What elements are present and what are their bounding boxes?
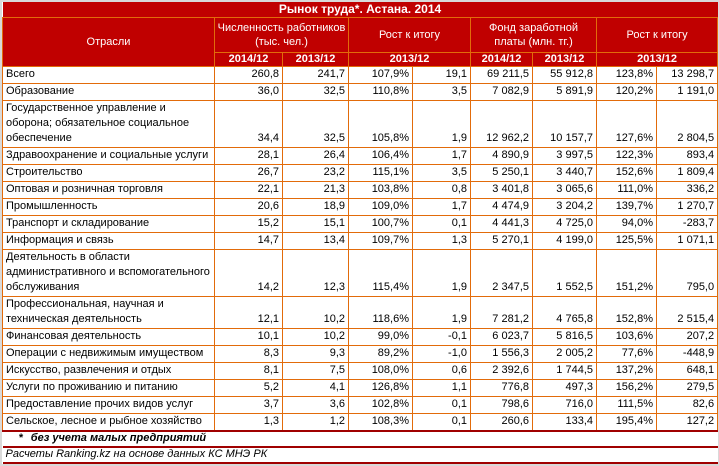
col-group-growth-payroll: Рост к итогу — [597, 18, 718, 53]
cell-value: 55 912,8 — [533, 67, 597, 84]
cell-value: 1,2 — [283, 414, 349, 432]
cell-value: 18,9 — [283, 199, 349, 216]
table-row — [3, 165, 718, 182]
cell-value: 795,0 — [657, 250, 718, 297]
cell-value: 0,1 — [413, 397, 471, 414]
cell-value: 1,1 — [413, 380, 471, 397]
cell-value: 28,1 — [215, 148, 283, 165]
cell-value: 152,6% — [597, 165, 657, 182]
cell-value: 1 071,1 — [657, 233, 718, 250]
cell-value: 3 401,8 — [471, 182, 533, 199]
industry-label: Операции с недвижимым имуществом — [3, 346, 215, 363]
cell-value: 99,0% — [349, 329, 413, 346]
period-growth-payroll: 2013/12 — [597, 53, 718, 67]
cell-value: 109,0% — [349, 199, 413, 216]
period-payroll-2013: 2013/12 — [533, 53, 597, 67]
cell-value: 3 997,5 — [533, 148, 597, 165]
cell-value: 108,0% — [349, 363, 413, 380]
cell-value: 151,2% — [597, 250, 657, 297]
cell-value: 3,6 — [283, 397, 349, 414]
cell-value: 152,8% — [597, 297, 657, 329]
industry-label: Сельское, лесное и рыбное хозяйство — [3, 414, 215, 432]
cell-value: 10,1 — [215, 329, 283, 346]
cell-value: 260,6 — [471, 414, 533, 432]
cell-value: 34,4 — [215, 101, 283, 148]
cell-value: 6 023,7 — [471, 329, 533, 346]
cell-value: 118,6% — [349, 297, 413, 329]
cell-value: 139,7% — [597, 199, 657, 216]
cell-value: 1,9 — [413, 101, 471, 148]
cell-value: 137,2% — [597, 363, 657, 380]
industry-label: Профессиональная, научная и техническая деятельность — [3, 297, 215, 329]
cell-value: 94,0% — [597, 216, 657, 233]
cell-value: 7 082,9 — [471, 84, 533, 101]
cell-value: 13 298,7 — [657, 67, 718, 84]
cell-value: 3,5 — [413, 165, 471, 182]
cell-value: 126,8% — [349, 380, 413, 397]
period-headcount-2013: 2013/12 — [283, 53, 349, 67]
period-headcount-2014: 2014/12 — [215, 53, 283, 67]
cell-value: 2 392,6 — [471, 363, 533, 380]
industry-label: Промышленность — [3, 199, 215, 216]
col-group-payroll: Фонд заработной платы (млн. тг.) — [471, 18, 597, 53]
industry-label: Оптовая и розничная торговля — [3, 182, 215, 199]
cell-value: 5 270,1 — [471, 233, 533, 250]
cell-value: 648,1 — [657, 363, 718, 380]
cell-value: 1 191,0 — [657, 84, 718, 101]
source-row — [3, 447, 718, 463]
cell-value: 32,5 — [283, 101, 349, 148]
cell-value: 260,8 — [215, 67, 283, 84]
cell-value: 103,8% — [349, 182, 413, 199]
cell-value: 7 281,2 — [471, 297, 533, 329]
table-row — [3, 250, 718, 297]
cell-value: 19,1 — [413, 67, 471, 84]
cell-value: 798,6 — [471, 397, 533, 414]
period-growth-headcount: 2013/12 — [349, 53, 471, 67]
cell-value: 32,5 — [283, 84, 349, 101]
cell-value: 1,9 — [413, 250, 471, 297]
cell-value: 36,0 — [215, 84, 283, 101]
cell-value: 12,3 — [283, 250, 349, 297]
title-row — [3, 2, 718, 18]
cell-value: 1,9 — [413, 297, 471, 329]
cell-value: 1,3 — [413, 233, 471, 250]
industry-label: Услуги по проживанию и питанию — [3, 380, 215, 397]
industry-label: Предоставление прочих видов услуг — [3, 397, 215, 414]
cell-value: 8,1 — [215, 363, 283, 380]
cell-value: 893,4 — [657, 148, 718, 165]
cell-value: 120,2% — [597, 84, 657, 101]
cell-value: 111,5% — [597, 397, 657, 414]
cell-value: 336,2 — [657, 182, 718, 199]
cell-value: 12 962,2 — [471, 101, 533, 148]
cell-value: 7,5 — [283, 363, 349, 380]
cell-value: 2 804,5 — [657, 101, 718, 148]
cell-value: 108,3% — [349, 414, 413, 432]
footnote-marker: * — [18, 432, 23, 444]
table-row — [3, 363, 718, 380]
cell-value: 23,2 — [283, 165, 349, 182]
cell-value: 15,1 — [283, 216, 349, 233]
cell-value: 5 250,1 — [471, 165, 533, 182]
cell-value: 0,1 — [413, 414, 471, 432]
cell-value: 4 765,8 — [533, 297, 597, 329]
source-text: Расчеты Ranking.kz на основе данных КС МНЭ РК — [3, 447, 718, 463]
cell-value: 5 816,5 — [533, 329, 597, 346]
cell-value: -1,0 — [413, 346, 471, 363]
cell-value: 241,7 — [283, 67, 349, 84]
cell-value: 3 204,2 — [533, 199, 597, 216]
cell-value: 2 005,2 — [533, 346, 597, 363]
cell-value: 22,1 — [215, 182, 283, 199]
footnote-row — [3, 431, 718, 447]
industry-label: Образование — [3, 84, 215, 101]
table-row — [3, 380, 718, 397]
cell-value: 15,2 — [215, 216, 283, 233]
cell-value: 125,5% — [597, 233, 657, 250]
table-title: Рынок труда*. Астана. 2014 — [3, 2, 718, 18]
cell-value: 115,4% — [349, 250, 413, 297]
industry-label: Информация и связь — [3, 233, 215, 250]
col-header-industries: Отрасли — [3, 18, 215, 67]
cell-value: 110,8% — [349, 84, 413, 101]
cell-value: 1 809,4 — [657, 165, 718, 182]
cell-value: -0,1 — [413, 329, 471, 346]
cell-value: 3 440,7 — [533, 165, 597, 182]
cell-value: 69 211,5 — [471, 67, 533, 84]
industry-label: Всего — [3, 67, 215, 84]
industry-label: Деятельность в области административного и вспомогательного обслуживания — [3, 250, 215, 297]
cell-value: 123,8% — [597, 67, 657, 84]
table-row — [3, 346, 718, 363]
cell-value: 13,4 — [283, 233, 349, 250]
cell-value: 77,6% — [597, 346, 657, 363]
footnote-text: без учета малых предприятий — [30, 432, 207, 444]
col-group-growth-headcount: Рост к итогу — [349, 18, 471, 53]
cell-value: 0,1 — [413, 216, 471, 233]
cell-value: 105,8% — [349, 101, 413, 148]
cell-value: 2 515,4 — [657, 297, 718, 329]
table-row — [3, 84, 718, 101]
labor-market-table — [2, 2, 718, 464]
cell-value: 4 890,9 — [471, 148, 533, 165]
cell-value: 4 474,9 — [471, 199, 533, 216]
cell-value: 21,3 — [283, 182, 349, 199]
cell-value: 1,7 — [413, 148, 471, 165]
cell-value: 133,4 — [533, 414, 597, 432]
cell-value: 20,6 — [215, 199, 283, 216]
cell-value: 1 552,5 — [533, 250, 597, 297]
cell-value: 0,8 — [413, 182, 471, 199]
footnote — [3, 431, 718, 447]
cell-value: 1 744,5 — [533, 363, 597, 380]
table-row — [3, 182, 718, 199]
industry-label: Транспорт и складирование — [3, 216, 215, 233]
cell-value: 195,4% — [597, 414, 657, 432]
cell-value: 107,9% — [349, 67, 413, 84]
cell-value: 14,2 — [215, 250, 283, 297]
cell-value: 102,8% — [349, 397, 413, 414]
table-row — [3, 101, 718, 148]
table-row — [3, 414, 718, 432]
cell-value: 3,7 — [215, 397, 283, 414]
industry-label: Здравоохранение и социальные услуги — [3, 148, 215, 165]
cell-value: 2 347,5 — [471, 250, 533, 297]
cell-value: 4 199,0 — [533, 233, 597, 250]
table-row — [3, 199, 718, 216]
industry-label: Государственное управление и оборона; обязательное социальное обеспечение — [3, 101, 215, 148]
cell-value: 10,2 — [283, 329, 349, 346]
industry-label: Строительство — [3, 165, 215, 182]
cell-value: 1 270,7 — [657, 199, 718, 216]
cell-value: 100,7% — [349, 216, 413, 233]
cell-value: 103,6% — [597, 329, 657, 346]
cell-value: 156,2% — [597, 380, 657, 397]
cell-value: 4,1 — [283, 380, 349, 397]
table-row — [3, 397, 718, 414]
cell-value: 127,6% — [597, 101, 657, 148]
cell-value: 1,3 — [215, 414, 283, 432]
industry-label: Финансовая деятельность — [3, 329, 215, 346]
cell-value: 115,1% — [349, 165, 413, 182]
cell-value: 106,4% — [349, 148, 413, 165]
table-row — [3, 233, 718, 250]
table-row — [3, 329, 718, 346]
cell-value: 89,2% — [349, 346, 413, 363]
table-body — [3, 67, 718, 432]
cell-value: 8,3 — [215, 346, 283, 363]
col-group-headcount: Численность работников (тыс. чел.) — [215, 18, 349, 53]
cell-value: 5,2 — [215, 380, 283, 397]
cell-value: 12,1 — [215, 297, 283, 329]
cell-value: -448,9 — [657, 346, 718, 363]
cell-value: 26,7 — [215, 165, 283, 182]
cell-value: 279,5 — [657, 380, 718, 397]
cell-value: 497,3 — [533, 380, 597, 397]
cell-value: 4 441,3 — [471, 216, 533, 233]
industry-label: Искусство, развлечения и отдых — [3, 363, 215, 380]
cell-value: 1 556,3 — [471, 346, 533, 363]
cell-value: 1,7 — [413, 199, 471, 216]
cell-value: 26,4 — [283, 148, 349, 165]
cell-value: 10 157,7 — [533, 101, 597, 148]
cell-value: 776,8 — [471, 380, 533, 397]
cell-value: 109,7% — [349, 233, 413, 250]
cell-value: 5 891,9 — [533, 84, 597, 101]
cell-value: 14,7 — [215, 233, 283, 250]
cell-value: 111,0% — [597, 182, 657, 199]
cell-value: 4 725,0 — [533, 216, 597, 233]
cell-value: 122,3% — [597, 148, 657, 165]
cell-value: 127,2 — [657, 414, 718, 432]
cell-value: 3,5 — [413, 84, 471, 101]
cell-value: 82,6 — [657, 397, 718, 414]
table-row — [3, 216, 718, 233]
period-payroll-2014: 2014/12 — [471, 53, 533, 67]
cell-value: 9,3 — [283, 346, 349, 363]
cell-value: 10,2 — [283, 297, 349, 329]
cell-value: 716,0 — [533, 397, 597, 414]
cell-value: 0,6 — [413, 363, 471, 380]
table-row — [3, 297, 718, 329]
table-row — [3, 148, 718, 165]
cell-value: 207,2 — [657, 329, 718, 346]
table-row — [3, 67, 718, 84]
cell-value: 3 065,6 — [533, 182, 597, 199]
cell-value: -283,7 — [657, 216, 718, 233]
header-group-row — [3, 18, 718, 53]
